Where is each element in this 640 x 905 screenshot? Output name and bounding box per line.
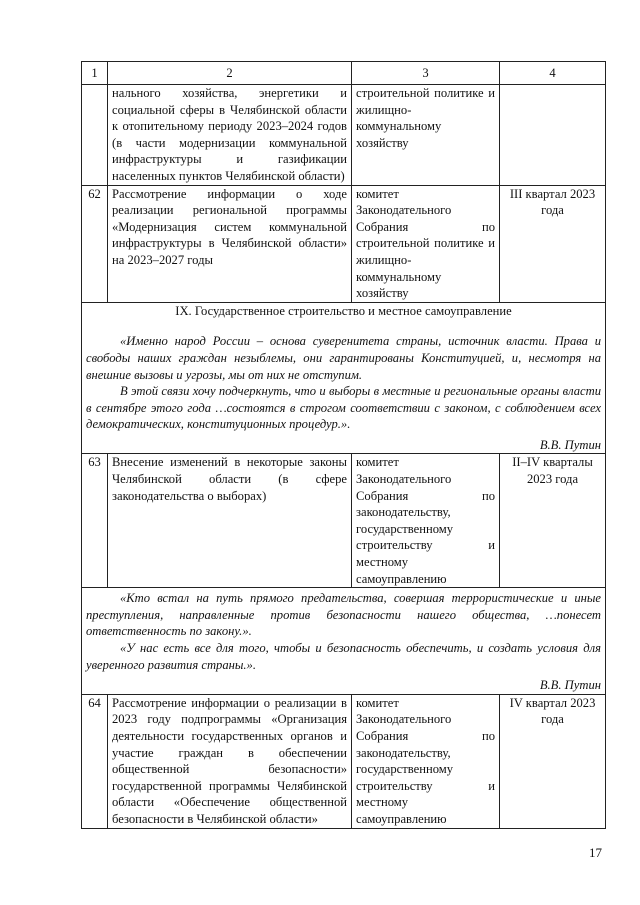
deadline: IV квартал 2023 года <box>500 694 606 828</box>
column-header: 4 <box>500 62 606 85</box>
quote-row <box>82 588 606 695</box>
deadline-cell <box>500 85 606 186</box>
section-row <box>82 302 606 454</box>
table-row <box>82 85 606 186</box>
event-description: Внесение изменений в некоторые законы Челябинской области (в сфере законодательства о выборах) <box>108 454 352 588</box>
quote-signature: В.В. Путин <box>539 678 601 693</box>
row-number: 63 <box>82 454 108 588</box>
column-header: 2 <box>108 62 352 85</box>
table-header-row <box>82 62 606 85</box>
event-description: Рассмотрение информации о ходе реализации региональной программы «Модернизация систем коммунальной инфраструктуры в Челябинской области» на 2023–2027 годы <box>108 185 352 302</box>
deadline: III квартал 2023 года <box>500 185 606 302</box>
quote-block <box>82 588 606 695</box>
column-header: 1 <box>82 62 108 85</box>
quote-signature: В.В. Путин <box>539 437 601 452</box>
quote-paragraph: «Именно народ России – основа суверенитета страны, источник власти. Права и свободы наших граждан незыблемы, они гарантированы Конституцией, и, несмотря на внешние вызовы и угрозы, мы от них не отступим. <box>86 334 601 382</box>
row-number: 64 <box>82 694 108 828</box>
section-title: IX. Государственное строительство и местное самоуправление <box>175 303 512 318</box>
responsible-committee: строительной политике и жилищно-коммунальному хозяйству <box>352 85 500 186</box>
responsible-committee: комитет Законодательного Собрания по законодательству, государственному строительству и местному самоуправлению <box>352 454 500 588</box>
row-number: 62 <box>82 185 108 302</box>
responsible-committee: комитет Законодательного Собрания по строительной политике и жилищно-коммунальному хозяйству <box>352 185 500 302</box>
deadline: II–IV кварталы 2023 года <box>500 454 606 588</box>
plan-table <box>81 61 606 829</box>
event-description: Рассмотрение информации о реализации в 2023 году подпрограммы «Организация деятельности государственных органов и участие граждан в обеспечении общественной безопасности» государственной программы Челябинской области «Обеспечение общественной безопасности в Челябинской области» <box>108 694 352 828</box>
table-row <box>82 185 606 302</box>
section-block <box>82 302 606 454</box>
event-description: нального хозяйства, энергетики и социальной сферы в Челябинской области к отопительному периоду 2023–2024 годов (в части модернизации коммунальной инфраструктуры и газификации населенных пунктов Челябинской области) <box>108 85 352 186</box>
quote-paragraph: В этой связи хочу подчеркнуть, что и выборы в местные и региональные органы власти в сентябре этого года …состоятся в строгом соответствии с законом, с соблюдением всех демократических, конституционных процедур.». <box>86 384 601 432</box>
responsible-committee: комитет Законодательного Собрания по законодательству, государственному строительству и местному самоуправлению <box>352 694 500 828</box>
page-number: 17 <box>589 845 602 860</box>
column-header: 3 <box>352 62 500 85</box>
table-row <box>82 694 606 828</box>
quote-paragraph: «У нас есть все для того, чтобы и безопасность обеспечить, и создать условия для уверенного развития страны.». <box>86 641 601 672</box>
quote-paragraph: «Кто встал на путь прямого предательства, совершая террористические и иные преступления, направленные против безопасности нашего общества, …понесет ответственность по закону.». <box>86 591 601 639</box>
table-row <box>82 454 606 588</box>
row-number-cell <box>82 85 108 186</box>
